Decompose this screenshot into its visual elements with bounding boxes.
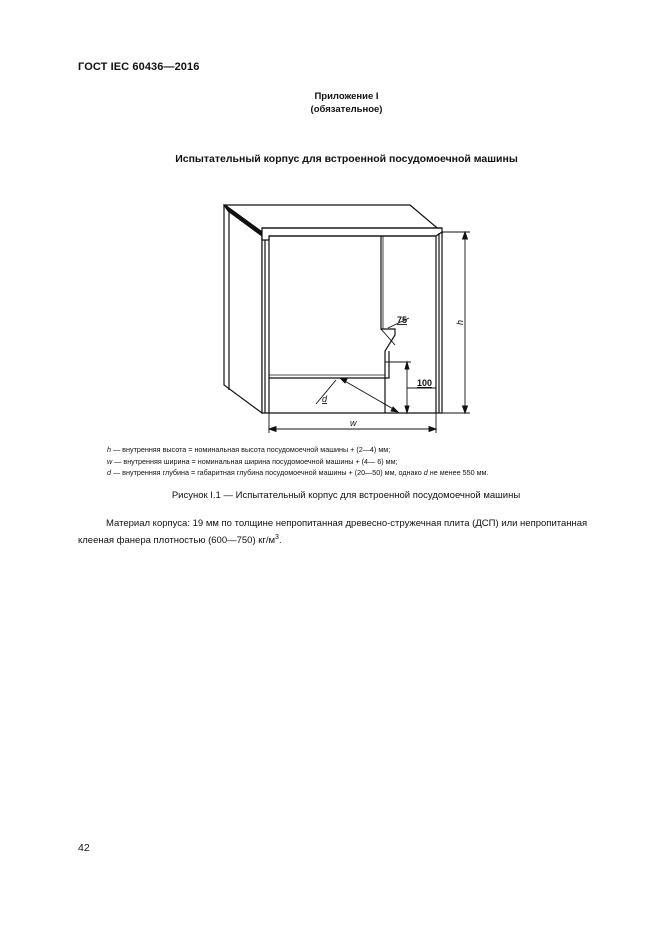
body-line-1: Материал корпуса: 19 мм по толщине непропитанная древесно-стружечная плита (ДСП) или непропитанная bbox=[106, 518, 588, 529]
body-paragraph bbox=[78, 517, 618, 547]
label-h: h bbox=[455, 319, 465, 325]
label-75: 75 bbox=[397, 315, 408, 325]
figure-caption: Рисунок I.1 — Испытательный корпус для встроенной посудомоечной машины bbox=[171, 490, 521, 501]
body-line-2: клееная фанера плотностью (600—750) $кг/м^3$. bbox=[78, 533, 282, 546]
legend-item-w: w — внутренняя ширина = номинальная ширина посудомоечной машины + (4— 6) мм; bbox=[107, 456, 398, 466]
left-side-panel bbox=[224, 205, 262, 413]
label-d: d bbox=[322, 394, 328, 404]
figure-legend bbox=[107, 444, 488, 479]
label-100: 100 bbox=[417, 378, 433, 388]
label-w: w bbox=[350, 418, 357, 428]
annex-title: Приложение I bbox=[314, 91, 379, 102]
page-number: 42 bbox=[78, 842, 90, 854]
annex-status: (обязательное) bbox=[310, 104, 383, 115]
front-top-band bbox=[262, 228, 442, 240]
legend-item-h: h — внутренняя высота = номинальная высота посудомоечной машины + (2—4) мм; bbox=[107, 445, 391, 454]
section-title: Испытательный корпус для встроенной посудомоечной машины bbox=[175, 153, 518, 165]
legend-item-d: d — внутренняя глубина = габаритная глубина посудомоечной машины + (20—50) мм, однако d не менее 550 мм. bbox=[107, 468, 489, 477]
floor-edge bbox=[269, 351, 389, 378]
standard-designation: ГОСТ IEC 60436—2016 bbox=[78, 61, 200, 73]
